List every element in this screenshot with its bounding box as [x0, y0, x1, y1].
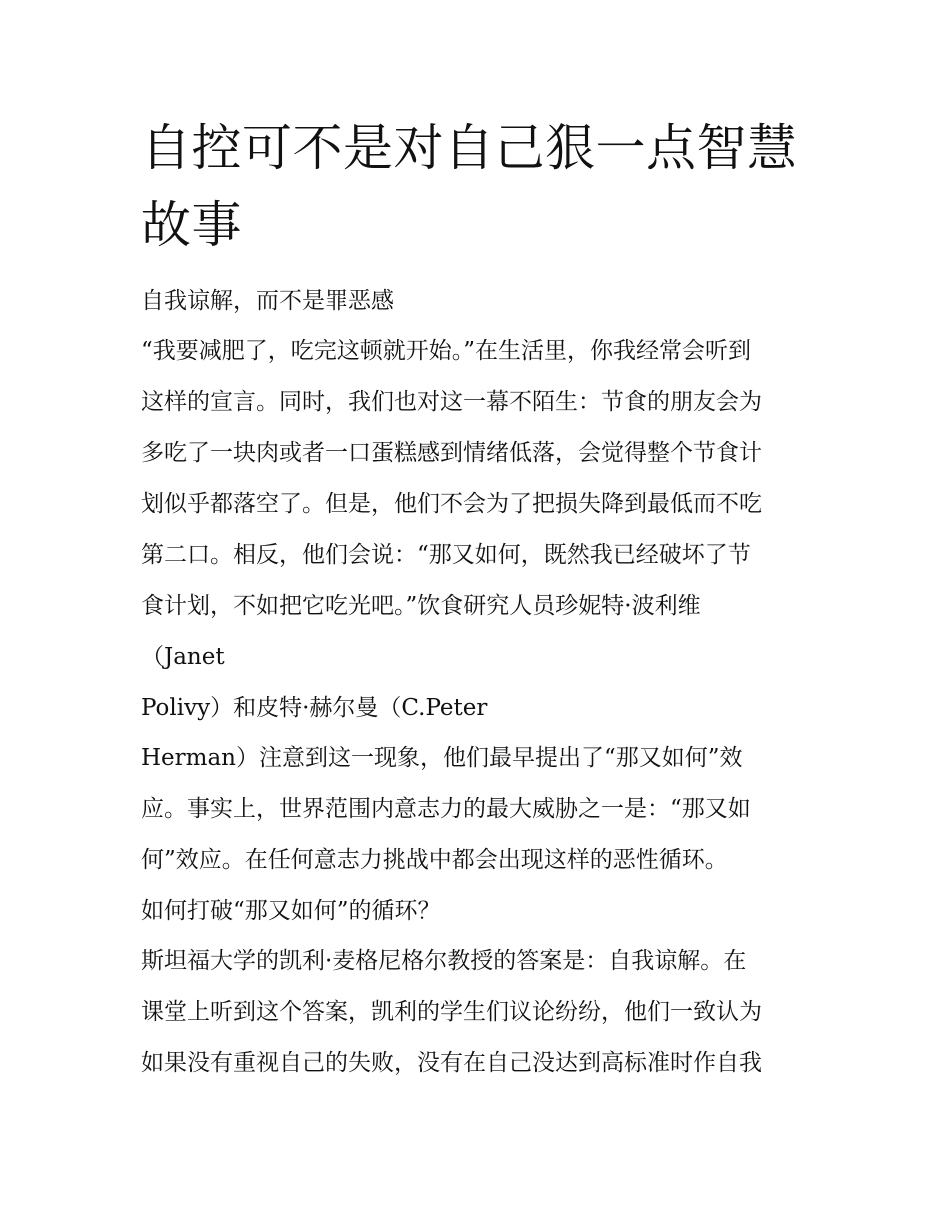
- page-title: 自控可不是对自己狠一点智慧故事: [141, 119, 798, 254]
- paragraph-line: Polivy）和皮特·赫尔曼（C.Peter: [141, 695, 488, 721]
- paragraph-line: 如果没有重视自己的失败，没有在自己没达到高标准时作自我: [141, 1050, 762, 1076]
- subheading-self-forgiveness: 自我谅解，而不是罪恶感: [141, 288, 394, 314]
- paragraph-line: 何”效应。在任何意志力挑战中都会出现这样的恶性循环。: [141, 847, 728, 873]
- paragraph-line: 划似乎都落空了。但是，他们不会为了把损失降到最低而不吃: [141, 491, 762, 517]
- paragraph-line: 应。事实上，世界范围内意志力的最大威胁之一是：“那又如: [141, 796, 751, 822]
- paragraph-line: Herman）注意到这一现象，他们最早提出了“那又如何”效: [141, 745, 743, 771]
- paragraph-line: 斯坦福大学的凯利·麦格尼格尔教授的答案是：自我谅解。在: [141, 948, 747, 974]
- paragraph-line: （Janet: [141, 644, 225, 670]
- paragraph-line: 这样的宣言。同时，我们也对这一幕不陌生：节食的朋友会为: [141, 389, 762, 415]
- paragraph-line: 多吃了一块肉或者一口蛋糕感到情绪低落，会觉得整个节食计: [141, 440, 762, 466]
- paragraph-line: “我要减肥了，吃完这顿就开始。”在生活里，你我经常会听到: [141, 338, 752, 364]
- subheading-break-cycle: 如何打破“那又如何”的循环？: [141, 898, 441, 924]
- paragraph-line: 食计划，不如把它吃光吧。”饮食研究人员珍妮特·波利维: [141, 593, 701, 619]
- paragraph-line: 第二口。相反，他们会说：“那又如何，既然我已经破坏了节: [141, 542, 751, 568]
- paragraph-line: 课堂上听到这个答案，凯利的学生们议论纷纷，他们一致认为: [141, 999, 762, 1025]
